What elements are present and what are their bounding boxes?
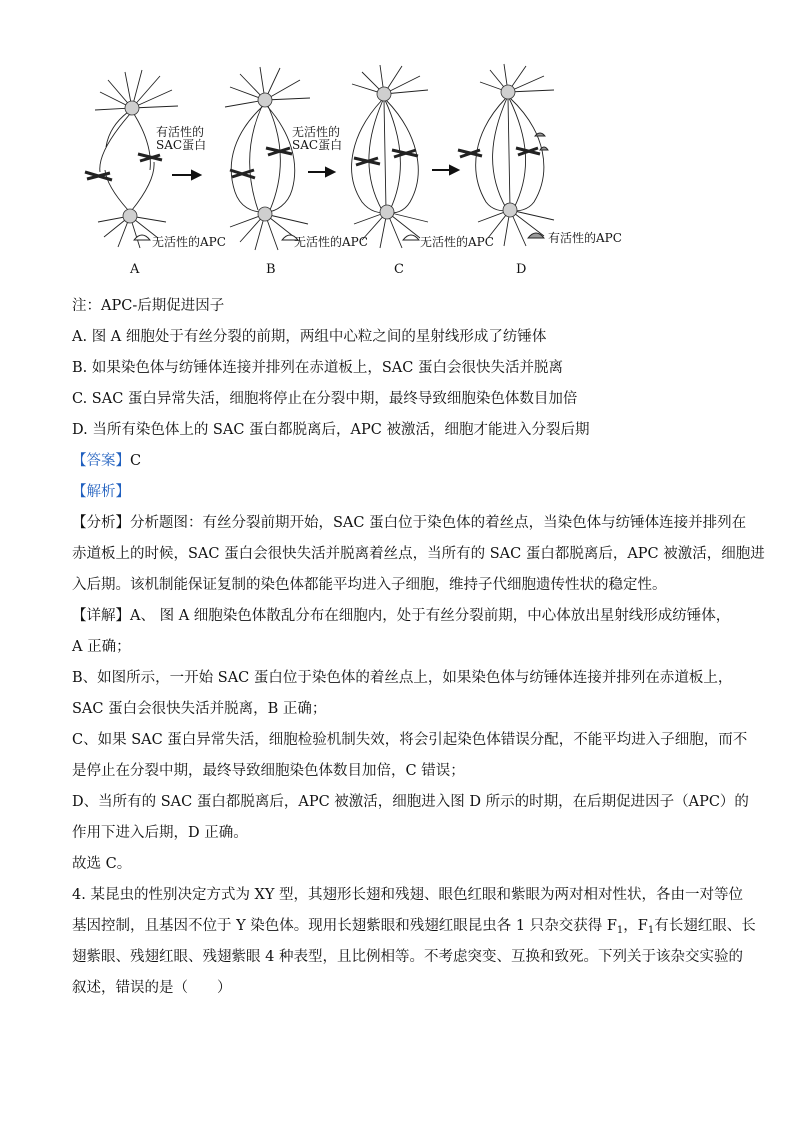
detail-b-line-2: SAC 蛋白会很快失活并脱离，B 正确； — [72, 701, 327, 717]
detail-a-line-2: A 正确； — [72, 639, 131, 655]
mitosis-sac-apc-figure — [70, 62, 660, 287]
detail-c-line-1: C、如果 SAC 蛋白异常失活，细胞检验机制失效，将会引起染色体错误分配，不能平均进入子细胞，而不 — [72, 732, 748, 748]
option-c: C. SAC 蛋白异常失活，细胞将停止在分裂中期，最终导致细胞染色体数目加倍 — [72, 391, 578, 407]
option-b: B. 如果染色体与纺锤体连接并排列在赤道板上，SAC 蛋白会很快失活并脱离 — [72, 360, 563, 376]
detail-d-line-1: D、当所有的 SAC 蛋白都脱离后，APC 被激活，细胞进入图 D 所示的时期，在后期促进因子（APC）的 — [72, 794, 749, 810]
analysis-line-1: 【分析】分析题图：有丝分裂前期开始，SAC 蛋白位于染色体的着丝点，当染色体与纺锤体连接并排列在 — [72, 515, 747, 531]
detail-c-line-2: 是停止在分裂中期，最终导致细胞染色体数目加倍，C 错误； — [72, 763, 465, 779]
answer-line — [72, 451, 722, 471]
conclusion: 故选 C。 — [72, 856, 132, 872]
apc-label-a: 无活性的APC — [152, 235, 226, 249]
analysis-line-3: 入后期。该机制能保证复制的染色体都能平均进入子细胞，维持子代细胞遗传性状的稳定性。 — [72, 577, 667, 593]
figure-drawing — [70, 62, 660, 287]
answer-tag: 【答案】 — [72, 453, 130, 469]
analysis-heading: 【解析】 — [72, 484, 130, 500]
apc-label-c: 无活性的APC — [420, 235, 494, 249]
panel-label-c: C — [394, 262, 404, 277]
detail-d-line-2: 作用下进入后期，D 正确。 — [72, 825, 248, 841]
inactive-sac-label: 无活性的 SAC蛋白 — [292, 125, 343, 152]
question4-line-2: 基因控制，且基因不位于 Y 染色体。现用长翅紫眼和残翅红眼昆虫各 1 只杂交获得 $F_1$，$F_1$有长翅红眼、长 — [72, 918, 756, 936]
analysis-line-2: 赤道板上的时候，SAC 蛋白会很快失活并脱离着丝点，当所有的 SAC 蛋白都脱离后，APC 被激活，细胞进 — [72, 546, 765, 562]
panel-label-a: A — [130, 262, 140, 277]
answer-value: C — [130, 453, 142, 469]
detail-a-line-1: 【详解】A、 图 A 细胞染色体散乱分布在细胞内，处于有丝分裂前期，中心体放出星射线形成纺锤体， — [72, 608, 731, 624]
question4-line-4: 叙述，错误的是（ ） — [72, 980, 232, 996]
detail-b-line-1: B、如图所示，一开始 SAC 蛋白位于染色体的着丝点上，如果染色体与纺锤体连接并排列在赤道板上， — [72, 670, 733, 686]
apc-label-b: 无活性的APC — [294, 235, 368, 249]
panel-label-b: B — [266, 262, 276, 277]
apc-label-d: 有活性的APC — [548, 231, 622, 245]
option-d: D. 当所有染色体上的 SAC 蛋白都脱离后，APC 被激活，细胞才能进入分裂后期 — [72, 422, 590, 438]
question4-line-1: 4. 某昆虫的性别决定方式为 XY 型，其翅形长翅和残翅、眼色红眼和紫眼为两对相对性状，各由一对等位 — [72, 887, 744, 903]
active-sac-label: 有活性的 SAC蛋白 — [156, 125, 207, 152]
figure-note: 注：APC-后期促进因子 — [72, 298, 225, 314]
question4-line-3: 翅紫眼、残翅红眼、残翅紫眼 4 种表型，且比例相等。不考虑突变、互换和致死。下列关于该杂交实验的 — [72, 949, 743, 965]
option-a: A. 图 A 细胞处于有丝分裂的前期，两组中心粒之间的星射线形成了纺锤体 — [72, 329, 547, 345]
panel-label-d: D — [516, 262, 527, 277]
